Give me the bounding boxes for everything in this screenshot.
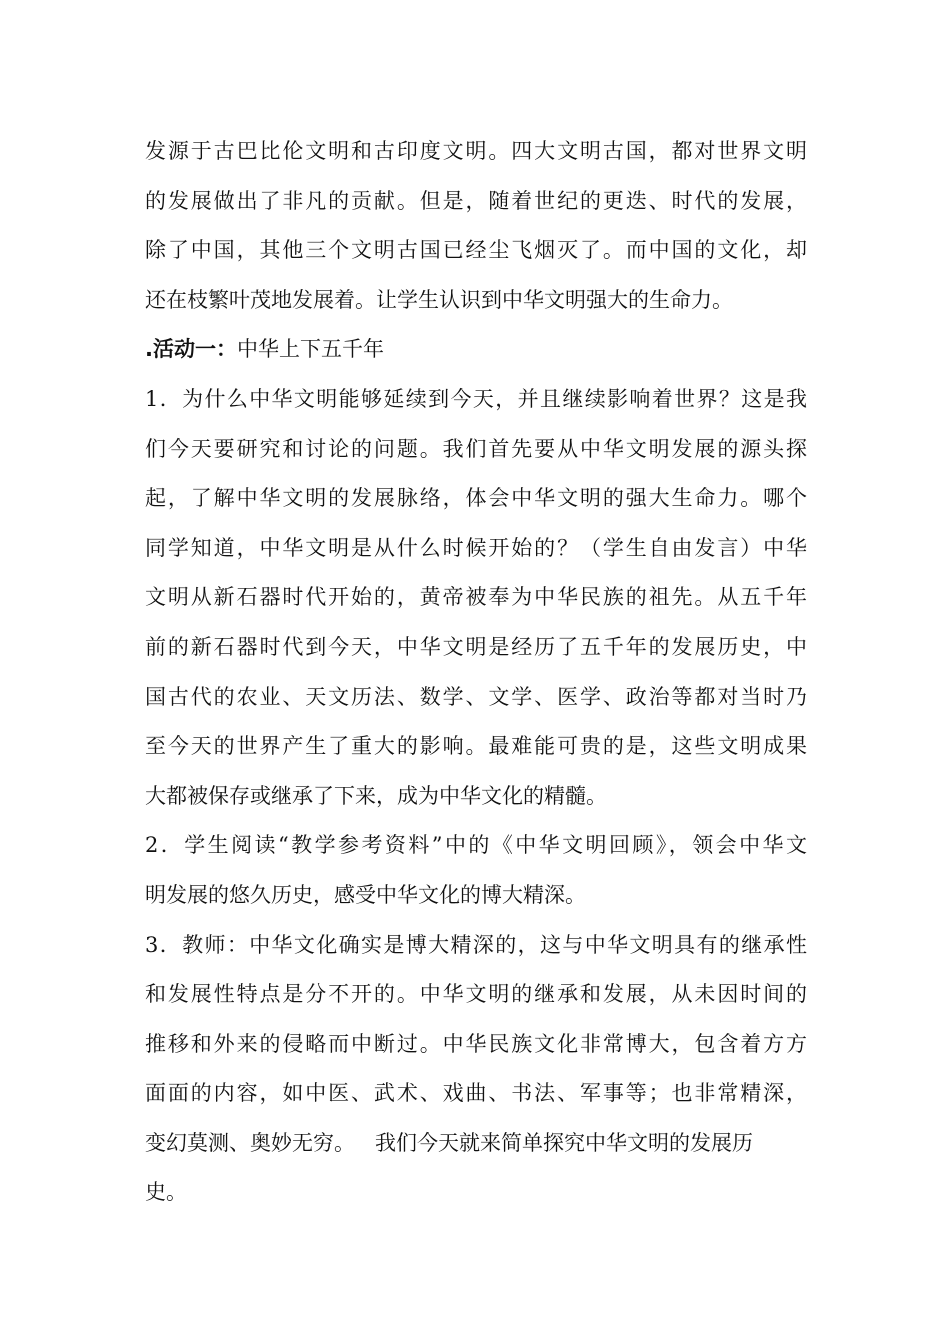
paragraph-line: 同学知道，中华文明是从什么时候开始的？（学生自由发言）中华: [145, 535, 807, 560]
section-heading-label: .活动一：: [145, 337, 237, 362]
document-body: [145, 127, 807, 1218]
paragraph-line: 史。: [145, 1180, 187, 1205]
paragraph-line: 3．教师：中华文化确实是博大精深的，这与中华文明具有的继承性: [145, 932, 807, 957]
paragraph-line: 1．为什么中华文明能够延续到今天，并且继续影响着世界？这是我: [145, 386, 807, 411]
paragraph-line: 前的新石器时代到今天，中华文明是经历了五千年的发展历史，中: [145, 634, 807, 659]
paragraph-line: 面面的内容，如中医、武术、戏曲、书法、军事等；也非常精深，: [145, 1081, 807, 1106]
paragraph-line: 和发展性特点是分不开的。中华文明的继承和发展，从未因时间的: [145, 982, 807, 1007]
paragraph-line: 大都被保存或继承了下来，成为中华文化的精髓。: [145, 783, 607, 808]
paragraph-line: 明发展的悠久历史，感受中华文化的博大精深。: [145, 882, 586, 907]
paragraph-line: 发源于古巴比伦文明和古印度文明。四大文明古国，都对世界文明: [145, 139, 807, 163]
paragraph-line: 还在枝繁叶茂地发展着。让学生认识到中华文明强大的生命力。: [145, 287, 733, 312]
paragraph-line: 们今天要研究和讨论的问题。我们首先要从中华文明发展的源头探: [145, 436, 807, 461]
paragraph-line: 的发展做出了非凡的贡献。但是，随着世纪的更迭、时代的发展，: [145, 188, 807, 213]
paragraph-line: 推移和外来的侵略而中断过。中华民族文化非常博大，包含着方方: [145, 1031, 807, 1056]
paragraph-line: 除了中国，其他三个文明古国已经尘飞烟灭了。而中国的文化，却: [145, 238, 807, 263]
paragraph-line: 2．学生阅读“教学参考资料”中的《中华文明回顾》，领会中华文: [145, 833, 807, 858]
paragraph-line: 国古代的农业、天文历法、数学、文学、医学、政治等都对当时乃: [145, 684, 807, 709]
section-heading: [145, 325, 807, 375]
section-heading-title: 中华上下五千年: [236, 337, 384, 362]
paragraph-line: 起，了解中华文明的发展脉络，体会中华文明的强大生命力。哪个: [145, 486, 807, 511]
paragraph-line: 至今天的世界产生了重大的影响。最难能可贵的是，这些文明成果: [145, 734, 807, 759]
paragraph-line: 文明从新石器时代开始的，黄帝被奉为中华民族的祖先。从五千年: [145, 585, 807, 610]
paragraph-line: 变幻莫测、奥妙无穷。 我们今天就来简单探究中华文明的发展历: [145, 1130, 754, 1155]
